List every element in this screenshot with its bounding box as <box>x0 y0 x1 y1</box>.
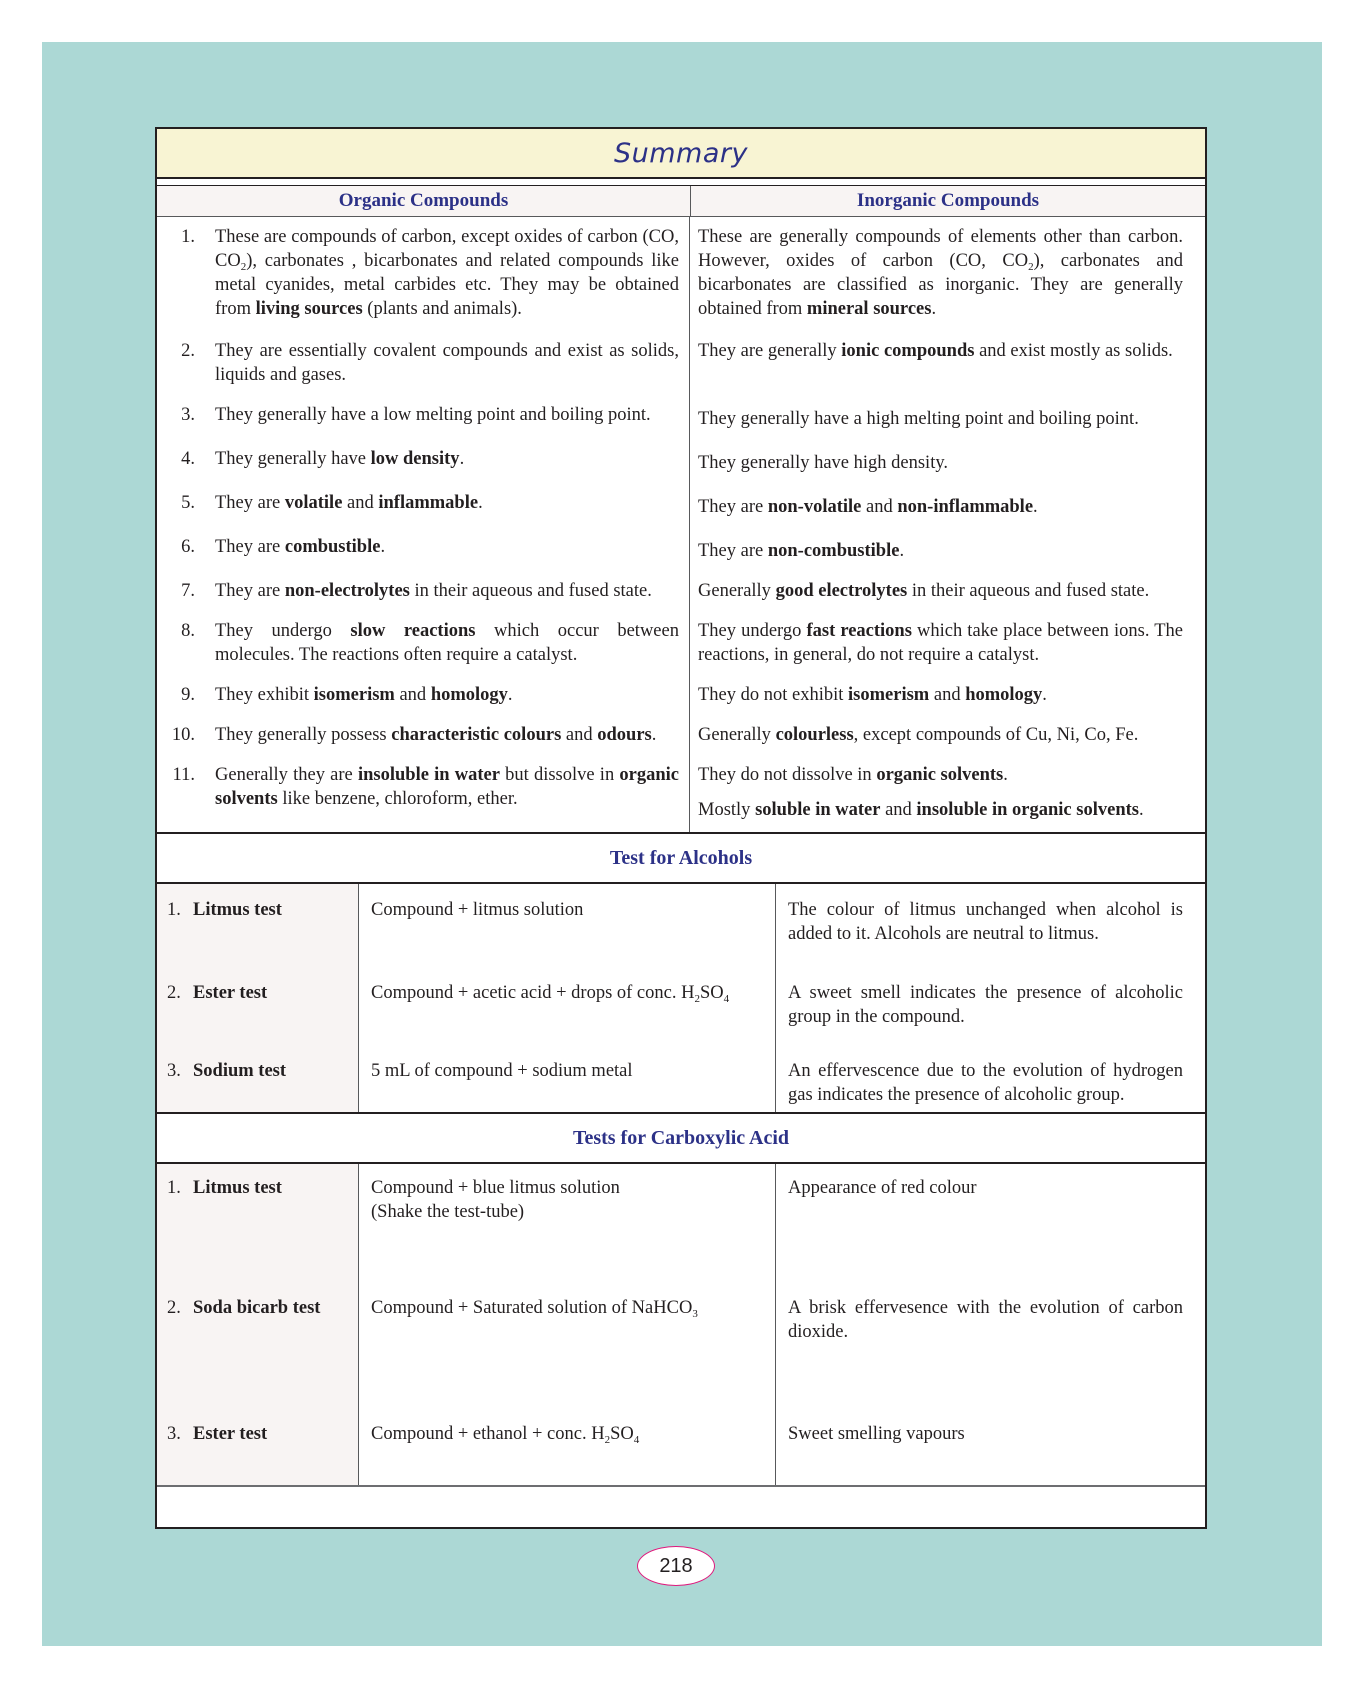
test-reagent: Compound + acetic acid + drops of conc. $H_2SO_4$ <box>371 983 730 1005</box>
organic-cell <box>157 563 690 603</box>
summary-row <box>157 217 1205 321</box>
test-name: Litmus test <box>193 900 282 920</box>
row-number: 9. <box>181 685 195 705</box>
organic-cell <box>157 747 690 832</box>
test-result: The colour of litmus unchanged when alcohol is added to it. Alcohols are neutral to litmus. <box>788 900 1183 944</box>
organic-cell <box>157 217 690 321</box>
organic-cell <box>157 475 690 519</box>
inorganic-text: They are non-volatile and non-inflammable. <box>698 497 1038 517</box>
summary-row <box>157 667 1205 707</box>
summary-row <box>157 747 1205 832</box>
organic-cell <box>157 321 690 387</box>
organic-text: They are volatile and inflammable. <box>215 493 483 513</box>
summary-row <box>157 321 1205 387</box>
test-result: Appearance of red colour <box>788 1178 977 1198</box>
inorganic-text: Generally colourless, except compounds of Cu, Ni, Co, Fe. <box>698 725 1139 745</box>
organic-text: Generally they are insoluble in water but dissolve in organic solvents like benzene, chloroform, ether. <box>215 765 680 809</box>
organic-cell <box>157 707 690 747</box>
test-number: 3. <box>167 1424 181 1444</box>
page-number-badge: 218 <box>637 1546 715 1586</box>
summary-row <box>157 707 1205 747</box>
inorganic-text: They are non-combustible. <box>698 541 905 561</box>
test-result: A sweet smell indicates the presence of alcoholic group in the compound. <box>788 983 1183 1027</box>
row-number: 4. <box>181 449 195 469</box>
row-number: 3. <box>181 405 195 425</box>
test-result: An effervescence due to the evolution of hydrogen gas indicates the presence of alcoholic group. <box>788 1061 1183 1105</box>
summary-frame <box>155 127 1207 1529</box>
test-result: A brisk effervesence with the evolution of carbon dioxide. <box>788 1298 1183 1342</box>
test-row <box>157 981 1205 1029</box>
organic-cell <box>157 431 690 475</box>
summary-row <box>157 475 1205 519</box>
test-reagent: Compound + blue litmus solution (Shake the test-tube) <box>371 1178 620 1222</box>
test-number: 2. <box>167 983 181 1003</box>
test-row <box>157 1059 1205 1107</box>
organic-cell <box>157 387 690 431</box>
organic-cell <box>157 519 690 563</box>
test-name: Soda bicarb test <box>193 1298 321 1318</box>
row-number: 5. <box>181 493 195 513</box>
row-number: 6. <box>181 537 195 557</box>
test-number: 3. <box>167 1061 181 1081</box>
test-row <box>157 898 1205 946</box>
test-reagent: 5 mL of compound + sodium metal <box>371 1061 633 1081</box>
divider <box>157 179 1205 186</box>
test-name-cell <box>157 1176 359 1224</box>
header-organic: Organic Compounds <box>157 186 691 216</box>
summary-row <box>157 519 1205 563</box>
test-name: Sodium test <box>193 1061 287 1081</box>
inorganic-text: They generally have high density. <box>698 453 949 473</box>
organic-text: They are non-electrolytes in their aqueous and fused state. <box>215 581 652 601</box>
organic-text: These are compounds of carbon, except oxides of carbon (CO, $CO_2$), carbonates , bicarbonates and related compounds like metal cyanides, metal carbides etc. They may be obtained from living sources (plants and animals). <box>215 227 679 319</box>
organic-cell <box>157 603 690 667</box>
summary-column-headers <box>157 186 1205 217</box>
inorganic-text: They undergo fast reactions which take place between ions. The reactions, in general, do not require a catalyst. <box>698 621 1183 665</box>
test-number: 2. <box>167 1298 181 1318</box>
organic-text: They are combustible. <box>215 537 386 557</box>
test-reagent: Compound + Saturated solution of NaHCO$_3$ <box>371 1298 698 1320</box>
test-reagent: Compound + litmus solution <box>371 900 584 920</box>
test-result: Sweet smelling vapours <box>788 1424 965 1444</box>
test-row <box>157 1296 1205 1344</box>
test-name: Ester test <box>193 1424 268 1444</box>
summary-row <box>157 431 1205 475</box>
summary-table <box>157 217 1205 832</box>
organic-text: They are essentially covalent compounds and exist as solids, liquids and gases. <box>215 341 679 385</box>
test-name-cell <box>157 1296 359 1344</box>
inorganic-text: They do not dissolve in organic solvents. Mostly soluble in water and insoluble in organic solvents. <box>698 765 1144 820</box>
summary-row <box>157 387 1205 431</box>
inorganic-text: These are generally compounds of elements other than carbon. However, oxides of carbon (CO, $CO_2$), carbonates and bicarbonates are classified as inorganic. They are generally obtained from mineral sources. <box>698 227 1184 319</box>
test-number: 1. <box>167 900 181 920</box>
page-title: Summary <box>614 137 748 169</box>
test-row <box>157 1422 1205 1446</box>
test-name: Ester test <box>193 983 268 1003</box>
inorganic-text: They do not exhibit isomerism and homology. <box>698 685 1047 705</box>
header-inorganic: Inorganic Compounds <box>856 190 1040 211</box>
organic-text: They generally possess characteristic colours and odours. <box>215 725 657 745</box>
organic-text: They generally have a low melting point and boiling point. <box>215 405 651 425</box>
inorganic-text: They generally have a high melting point and boiling point. <box>698 409 1139 429</box>
test-name-cell <box>157 1059 359 1107</box>
row-number: 8. <box>181 621 195 641</box>
alcohols-heading: Test for Alcohols <box>157 832 1205 884</box>
organic-text: They undergo slow reactions which occur between molecules. The reactions often require a catalyst. <box>215 621 679 665</box>
row-number: 1. <box>181 227 195 247</box>
test-number: 1. <box>167 1178 181 1198</box>
organic-cell <box>157 667 690 707</box>
alcohols-table <box>157 884 1205 1112</box>
summary-row <box>157 603 1205 667</box>
carboxylic-heading: Tests for Carboxylic Acid <box>157 1112 1205 1164</box>
organic-text: They generally have low density. <box>215 449 465 469</box>
test-name: Litmus test <box>193 1178 282 1198</box>
inorganic-text: They are generally ionic compounds and exist mostly as solids. <box>698 341 1173 361</box>
test-name-cell <box>157 898 359 946</box>
row-number: 10. <box>171 725 195 745</box>
test-row <box>157 1176 1205 1224</box>
test-name-cell <box>157 1422 359 1446</box>
title-band <box>157 129 1205 179</box>
row-number: 7. <box>181 581 195 601</box>
row-number: 2. <box>181 341 195 361</box>
test-reagent: Compound + ethanol + conc. $H_2SO_4$ <box>371 1424 640 1446</box>
test-name-cell <box>157 981 359 1029</box>
row-number: 11. <box>172 765 195 785</box>
carboxylic-table <box>157 1164 1205 1487</box>
inorganic-text: Generally good electrolytes in their aqueous and fused state. <box>698 581 1150 601</box>
organic-text: They exhibit isomerism and homology. <box>215 685 513 705</box>
summary-row <box>157 563 1205 603</box>
